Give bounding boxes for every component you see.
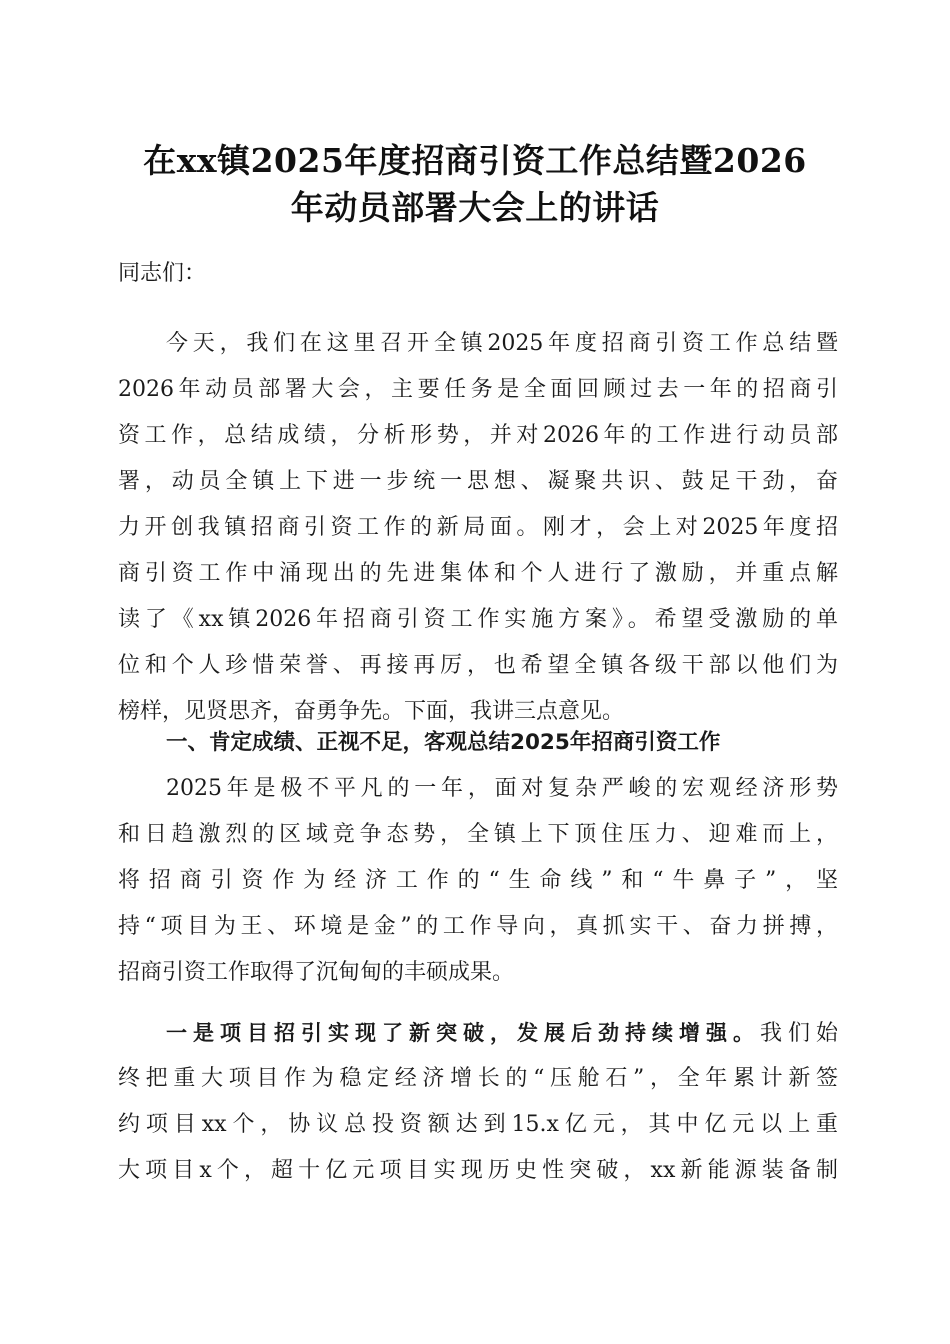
paragraph-line: 署，动员全镇上下进一步统一思想、凝聚共识、鼓足干劲，奋: [118, 469, 838, 494]
paragraph-line: 将招商引资作为经济工作的“生命线”和“牛鼻子”，坚: [118, 868, 838, 893]
salutation: 同志们：: [118, 261, 207, 286]
paragraph-line: 大项目x个，超十亿元项目实现历史性突破，xx新能源装备制: [118, 1158, 838, 1183]
paragraph-line: 今天，我们在这里召开全镇2025年度招商引资工作总结暨: [166, 331, 838, 356]
paragraph-line: 2026年动员部署大会，主要任务是全面回顾过去一年的招商引: [118, 377, 838, 402]
paragraph-line: 招商引资工作取得了沉甸甸的丰硕成果。: [118, 960, 515, 985]
paragraph-line: 资工作，总结成绩，分析形势，并对2026年的工作进行动员部: [118, 423, 838, 448]
section-heading-1: 一、肯定成绩、正视不足，客观总结2025年招商引资工作: [166, 730, 721, 755]
paragraph-line: 和日趋激烈的区域竞争态势，全镇上下顶住压力、迎难而上，: [118, 822, 838, 847]
paragraph-line: 力开创我镇招商引资工作的新局面。刚才，会上对2025年度招: [118, 515, 838, 540]
document-title-line-2: 年动员部署大会上的讲话: [290, 188, 660, 227]
paragraph-text: 我们始: [759, 1021, 838, 1046]
paragraph-line: 2025年是极不平凡的一年，面对复杂严峻的宏观经济形势: [166, 776, 838, 801]
paragraph-line: 约项目xx个，协议总投资额达到15.x亿元，其中亿元以上重: [118, 1112, 838, 1137]
paragraph-lead-bold: 一是项目招引实现了新突破，发展后劲持续增强。: [166, 1021, 760, 1045]
document-title-line-1: 在xx镇2025年度招商引资工作总结暨2026: [143, 141, 807, 180]
paragraph-line: 位和个人珍惜荣誉、再接再厉，也希望全镇各级干部以他们为: [118, 653, 838, 678]
paragraph-line: 终把重大项目作为稳定经济增长的“压舱石”，全年累计新签: [118, 1066, 838, 1091]
paragraph-line: 持“项目为王、环境是金”的工作导向，真抓实干、奋力拼搏，: [118, 914, 838, 939]
paragraph-line: 商引资工作中涌现出的先进集体和个人进行了激励，并重点解: [118, 561, 838, 586]
paragraph-line: [166, 1010, 838, 1056]
paragraph-line: 榜样，见贤思齐，奋勇争先。下面，我讲三点意见。: [118, 699, 625, 724]
paragraph-line: 读了《xx镇2026年招商引资工作实施方案》。希望受激励的单: [118, 607, 838, 632]
